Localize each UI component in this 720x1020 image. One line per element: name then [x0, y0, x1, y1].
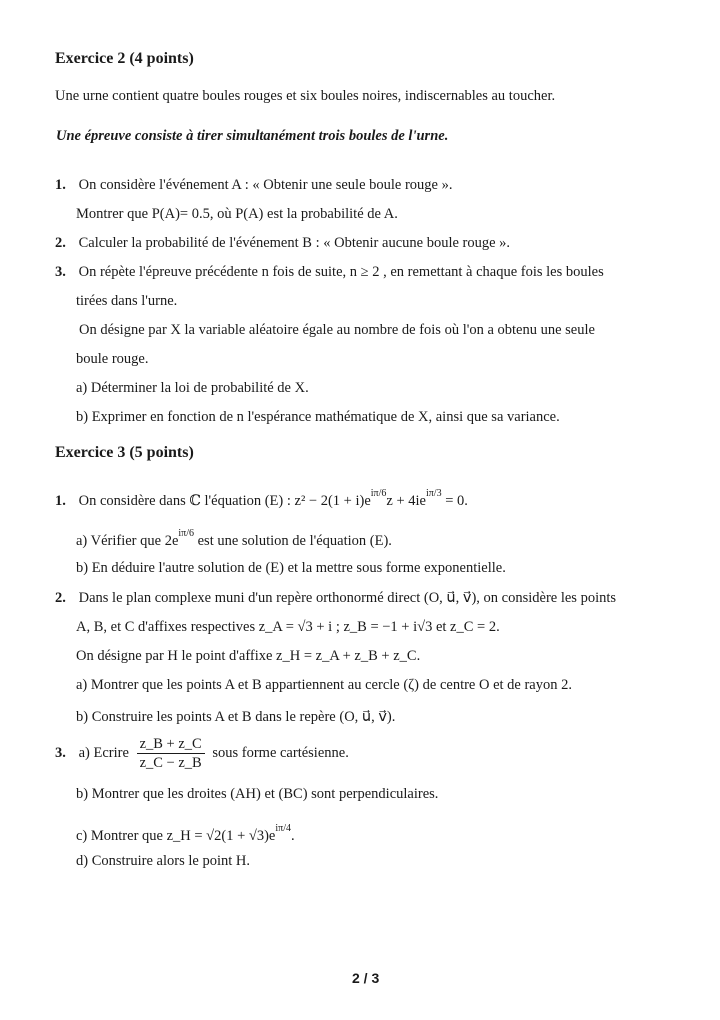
ex2-q3-a: a) Déterminer la loi de probabilité de X. [76, 380, 309, 396]
ex3-q3-c [76, 823, 295, 845]
ex3-q1-end: = 0. [441, 493, 468, 509]
ex3-question-3 [55, 735, 349, 772]
ex3-q3-c-pre: c) Montrer que z_H = √2(1 + √3)e [76, 828, 276, 844]
ex2-q3-b: b) Exprimer en fonction de n l'espérance mathématique de X, ainsi que sa variance. [76, 409, 560, 425]
ex2-q3-line1: On répète l'épreuve précédente n fois de suite, n ≥ 2 , en remettant à chaque fois les boules [78, 264, 604, 280]
ex3-question-2 [55, 590, 616, 607]
ex3-q1-a [76, 528, 392, 550]
ex2-q1-line1: On considère l'événement A : « Obtenir une seule boule rouge ». [78, 177, 453, 193]
ex2-question-3 [55, 264, 604, 281]
ex2-q3-line4: boule rouge. [76, 351, 149, 367]
ex3-q1-exponent-2: iπ/3 [425, 488, 442, 499]
ex3-q2-a: a) Montrer que les points A et B appartiennent au cercle (ζ) de centre O et de rayon 2. [76, 677, 572, 693]
ex3-q3-c-post: . [290, 828, 295, 844]
ex3-q3-denominator: z_C − z_B [139, 755, 202, 771]
ex3-q1-a-pre: a) Vérifier que 2e [76, 533, 179, 549]
ex3-q2-line2: A, B, et C d'affixes respectives z_A = √3 + i ; z_B = −1 + i√3 et z_C = 2. [76, 619, 500, 635]
exercise-2-intro: Une urne contient quatre boules rouges et six boules noires, indiscernables au toucher. [55, 88, 556, 104]
ex2-q3-number: 3. [55, 264, 66, 280]
ex3-q1-b: b) En déduire l'autre solution de (E) et la mettre sous forme exponentielle. [76, 560, 506, 576]
ex3-q2-b: b) Construire les points A et B dans le repère (O, u⃗, v⃗). [76, 709, 396, 725]
exercise-2-title: Exercice 2 (4 points) [55, 50, 194, 67]
ex3-q2-number: 2. [55, 590, 66, 606]
ex2-q1-number: 1. [55, 177, 66, 193]
ex3-q3-number: 3. [55, 744, 66, 761]
ex3-q2-line1: Dans le plan complexe muni d'un repère orthonormé direct (O, u⃗, v⃗), on considère les points [78, 590, 617, 606]
ex3-q1-number: 1. [55, 493, 66, 509]
ex2-question-1 [55, 177, 453, 194]
ex3-q1-a-exponent: iπ/6 [178, 528, 194, 539]
exercise-3-title: Exercice 3 (5 points) [55, 444, 194, 461]
ex3-q3-c-exponent: iπ/4 [275, 823, 291, 834]
ex3-q1-text: On considère dans ℂ l'équation (E) : z² − 2(1 + i)e [78, 493, 371, 509]
page-number: 2 / 3 [352, 970, 380, 986]
ex2-q2-number: 2. [55, 235, 66, 251]
ex2-q3-line3: On désigne par X la variable aléatoire égale au nombre de fois où l'on a obtenu une seule [79, 322, 595, 338]
ex3-q3-d: d) Construire alors le point H. [76, 853, 250, 869]
ex3-q3-a-post: sous forme cartésienne. [212, 744, 349, 761]
ex3-q3-fraction [137, 735, 205, 772]
ex2-q1-line2: Montrer que P(A)= 0.5, où P(A) est la probabilité de A. [76, 206, 398, 222]
ex3-q1-a-post: est une solution de l'équation (E). [194, 533, 392, 549]
ex2-q3-line2: tirées dans l'urne. [76, 293, 178, 309]
ex3-q3-numerator: z_B + z_C [137, 735, 205, 754]
ex3-q3-a-pre: a) Ecrire [78, 744, 129, 761]
ex3-q1-mid: z + 4ie [386, 493, 426, 509]
ex3-question-1 [55, 488, 468, 510]
ex3-q3-b: b) Montrer que les droites (AH) et (BC) sont perpendiculaires. [76, 786, 439, 802]
ex3-q1-exponent-1: iπ/6 [370, 488, 387, 499]
ex2-q2-line1: Calculer la probabilité de l'événement B : « Obtenir aucune boule rouge ». [78, 235, 511, 251]
ex3-q2-line3: On désigne par H le point d'affixe z_H = z_A + z_B + z_C. [76, 648, 421, 664]
ex2-question-2 [55, 235, 510, 252]
exercise-2-epreuve: Une épreuve consiste à tirer simultanément trois boules de l'urne. [56, 128, 449, 144]
